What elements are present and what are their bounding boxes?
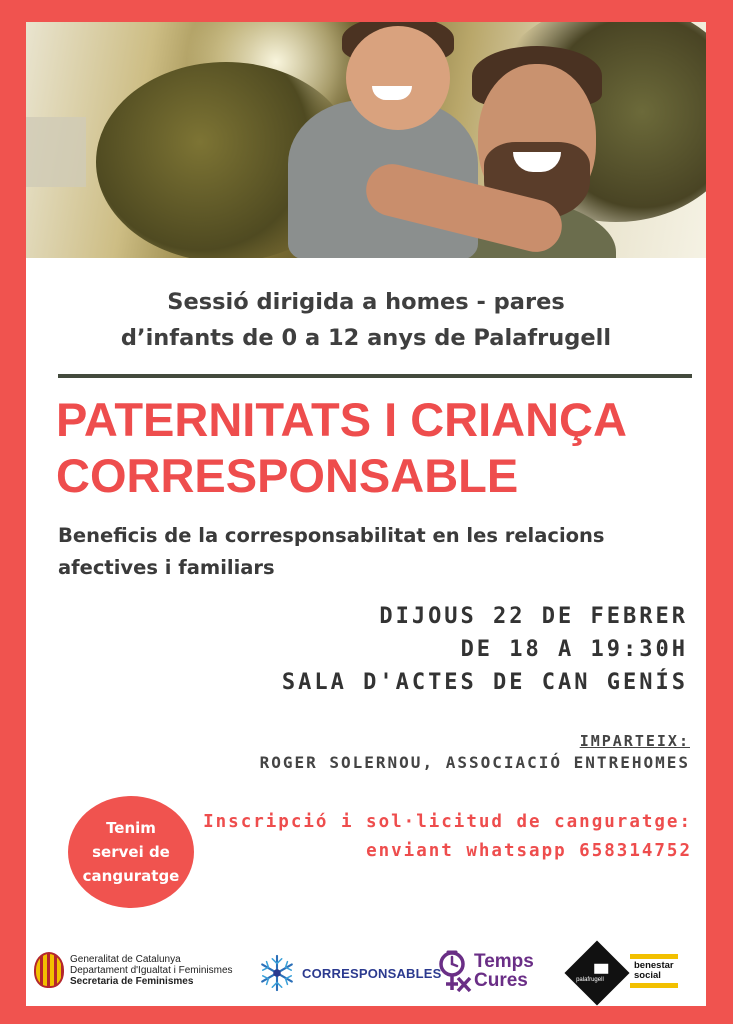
poster-card bbox=[26, 22, 706, 1006]
event-place: SALA D'ACTES DE CAN GENÍS bbox=[281, 670, 688, 695]
event-details bbox=[282, 600, 688, 699]
palafrugell-label: palafrugell bbox=[576, 977, 604, 984]
corresponsables-label: CORRESPONSABLES bbox=[302, 965, 442, 981]
footer-logos bbox=[26, 940, 706, 1000]
subtitle-line-1: Beneficis de la corresponsabilitat en les relacions bbox=[58, 524, 605, 547]
signup-line-1: Inscripció i sol·licitud de canguratge: bbox=[203, 812, 692, 832]
signup-info bbox=[203, 808, 692, 866]
intro-line-1: Sessió dirigida a homes - pares bbox=[167, 289, 565, 315]
title-line-1: PATERNITATS I CRIANÇA bbox=[56, 393, 627, 446]
catalan-shield-icon bbox=[34, 952, 64, 988]
subtitle bbox=[58, 520, 698, 584]
temps-label: Temps bbox=[474, 951, 534, 972]
snowflake-icon bbox=[258, 954, 296, 992]
cures-label: Cures bbox=[474, 970, 528, 991]
speaker-name: ROGER SOLERNOU, ASSOCIACIÓ ENTREHOMES bbox=[259, 753, 690, 772]
generalitat-line-2: Departament d'Igualtat i Feminismes bbox=[70, 964, 233, 976]
temps-cures-logo bbox=[436, 948, 534, 994]
intro-line-2: d’infants de 0 a 12 anys de Palafrugell bbox=[120, 325, 612, 351]
signup-whatsapp[interactable]: enviant whatsapp 658314752 bbox=[366, 841, 692, 861]
speaker-label: IMPARTEIX: bbox=[579, 732, 690, 750]
palafrugell-tower-icon bbox=[564, 940, 629, 1005]
page-title bbox=[56, 392, 696, 504]
childcare-badge-text: Tenim servei de canguratge bbox=[82, 819, 180, 885]
title-line-2: CORRESPONSABLE bbox=[56, 449, 519, 502]
benestar-label: benestar bbox=[634, 960, 674, 971]
palafrugell-logo bbox=[568, 946, 678, 996]
generalitat-logo bbox=[34, 952, 233, 988]
divider bbox=[58, 374, 692, 378]
subtitle-line-2: afectives i familiars bbox=[58, 556, 275, 579]
audience-intro bbox=[56, 284, 676, 356]
event-date: DIJOUS 22 DE FEBRER bbox=[379, 604, 688, 629]
generalitat-line-3: Secretaria de Feminismes bbox=[70, 975, 194, 987]
childcare-badge bbox=[68, 796, 194, 908]
clock-gender-icon bbox=[436, 948, 472, 994]
benestar-social-logo bbox=[630, 954, 678, 988]
social-label: social bbox=[634, 970, 661, 981]
father-son-photo bbox=[26, 22, 706, 258]
corresponsables-logo bbox=[258, 954, 442, 992]
generalitat-line-1: Generalitat de Catalunya bbox=[70, 953, 181, 965]
event-time: DE 18 A 19:30H bbox=[460, 637, 688, 662]
